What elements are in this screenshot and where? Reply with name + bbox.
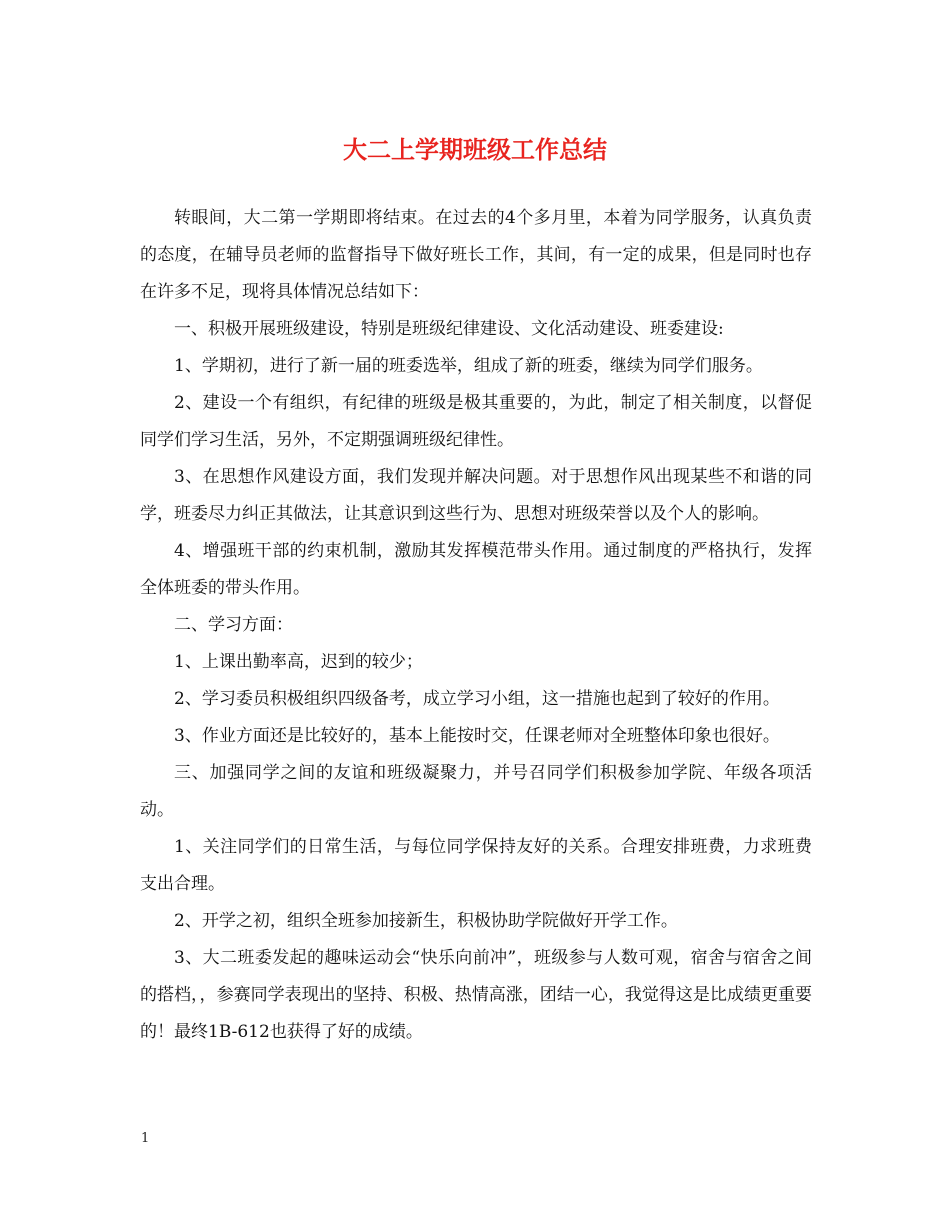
page-number: 1 [141, 1131, 150, 1146]
paragraph-item: 2、建设一个有组织，有纪律的班级是极其重要的，为此，制定了相关制度，以督促同学们学习生活，另外，不定期强调班级纪律性。 [140, 393, 812, 450]
paragraph-item: 2、学习委员积极组织四级备考，成立学习小组，这一措施也起到了较好的作用。 [174, 689, 780, 709]
section-heading-class-building: 一、积极开展班级建设，特别是班级纪律建设、文化活动建设、班委建设: [174, 319, 724, 339]
page-title: 大二上学期班级工作总结 [343, 136, 607, 164]
paragraph-item: 1、关注同学们的日常生活，与每位同学保持友好的关系。合理安排班费，力求班费支出合理。 [140, 837, 812, 894]
section-heading-activities: 三、加强同学之间的友谊和班级凝聚力，并号召同学们积极参加学院、年级各项活动。 [140, 763, 812, 820]
paragraph-item: 2、开学之初，组织全班参加接新生，积极协助学院做好开学工作。 [174, 911, 678, 931]
paragraph-item: 3、作业方面还是比较好的，基本上能按时交，任课老师对全班整体印象也很好。 [174, 726, 780, 746]
paragraph-item: 3、在思想作风建设方面，我们发现并解决问题。对于思想作风出现某些不和谐的同学，班委尽力纠正其做法，让其意识到这些行为、思想对班级荣誉以及个人的影响。 [140, 467, 812, 524]
document-body [140, 200, 812, 1051]
paragraph-intro: 转眼间，大二第一学期即将结束。在过去的4个多月里，本着为同学服务，认真负责的态度，在辅导员老师的监督指导下做好班长工作，其间，有一定的成果，但是同时也存在许多不足，现将具体情况总结如下： [140, 208, 812, 302]
section-heading-study: 二、学习方面： [174, 615, 293, 635]
paragraph-item: 1、学期初，进行了新一届的班委选举，组成了新的班委，继续为同学们服务。 [174, 356, 763, 376]
paragraph-item: 1、上课出勤率高，迟到的较少； [174, 652, 423, 672]
paragraph-item: 4、增强班干部的约束机制，激励其发挥模范带头作用。通过制度的严格执行，发挥全体班委的带头作用。 [140, 541, 812, 598]
paragraph-item: 3、大二班委发起的趣味运动会“快乐向前冲”，班级参与人数可观，宿舍与宿舍之间的搭档，，参赛同学表现出的坚持、积极、热情高涨，团结一心，我觉得这是比成绩更重要的！最终1B-612也获得了好的成绩。 [140, 948, 812, 1042]
